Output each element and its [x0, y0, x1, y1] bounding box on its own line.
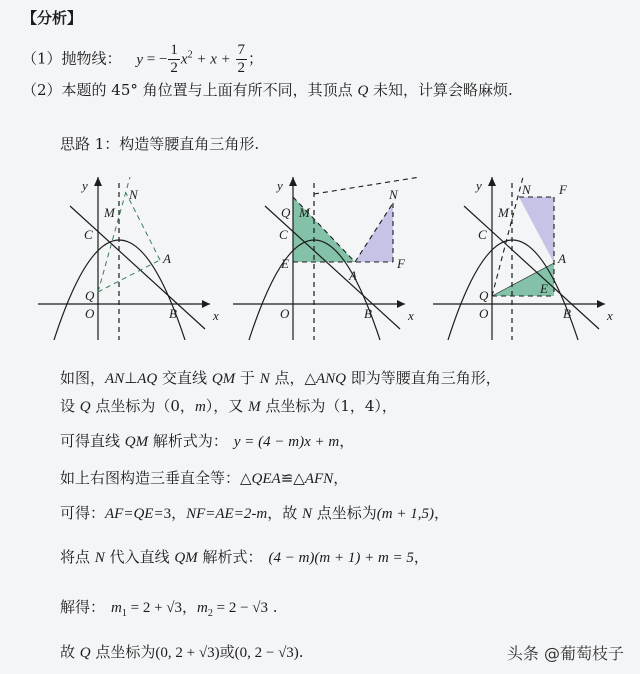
subscript: 1 — [121, 608, 127, 619]
label-N: N — [129, 187, 138, 202]
step-4 — [60, 468, 348, 489]
label-M: M — [299, 205, 310, 220]
x-arrow-icon — [597, 300, 605, 308]
diagram-2 — [225, 165, 425, 340]
step-7 — [60, 597, 278, 624]
text: ， — [182, 598, 198, 616]
var-N: N — [301, 506, 312, 522]
step-2 — [60, 396, 397, 417]
label-F: F — [397, 256, 405, 271]
step-5 — [60, 503, 449, 524]
label-Q: Q — [479, 288, 489, 303]
part1-prefix: （1）抛物线： — [22, 49, 122, 68]
label-A: A — [349, 268, 357, 283]
value: 3 — [163, 506, 172, 522]
step-8 — [60, 642, 304, 663]
text: 点，△ — [269, 369, 317, 387]
label-C: C — [279, 227, 288, 242]
text: 如图， — [60, 369, 106, 387]
text: 解得： — [60, 598, 106, 616]
var-y: y — [136, 51, 143, 68]
text: 设 — [60, 397, 80, 415]
title-text: 【分析】 — [22, 9, 83, 27]
idea-label: 思路 1：构造等腰直角三角形. — [60, 135, 260, 153]
text: 即为等腰直角三角形， — [346, 369, 501, 387]
text: ， — [171, 504, 187, 522]
var-x: x — [180, 51, 188, 68]
watermark: 头条 @葡萄枝子 — [506, 644, 624, 663]
y-arrow-icon — [289, 177, 297, 186]
text: 可得： — [60, 504, 106, 522]
label-x: x — [408, 308, 414, 323]
eq-AF-QE: AF=QE= — [105, 506, 164, 522]
coord-N: (m + 1,5) — [376, 506, 434, 522]
label-E: E — [540, 281, 548, 296]
coord-Q-1: (0, 2 + √3) — [155, 645, 220, 661]
part2-text-b: 未知，计算会略麻烦. — [368, 81, 513, 99]
var-QM: QM — [211, 371, 236, 387]
root-1: = 2 + √3 — [126, 600, 183, 616]
text: 代入直线 — [104, 548, 175, 566]
label-C: C — [478, 227, 487, 242]
var-Q: Q — [357, 83, 369, 99]
idea-line — [60, 134, 259, 154]
text: ），又 — [205, 397, 249, 415]
text: 于 — [235, 369, 260, 387]
label-N: N — [522, 182, 531, 197]
text: 或 — [219, 643, 235, 661]
text: ，故 — [267, 504, 302, 522]
label-Q: Q — [85, 288, 95, 303]
perp-symbol: ⊥ — [124, 371, 138, 387]
x-arrow-icon — [202, 300, 210, 308]
step-6 — [60, 547, 429, 568]
line-MN-dashed — [314, 177, 420, 194]
label-E: E — [281, 256, 289, 271]
formula-QM: y = (4 − m)x + m — [233, 434, 340, 450]
text: △ — [293, 469, 305, 487]
line-QA-dashed — [98, 260, 160, 292]
label-A: A — [163, 251, 171, 266]
var-AN: AN — [105, 371, 125, 387]
section-title — [22, 8, 82, 28]
fraction-one-half: $\frac{1}{2}$ — [170, 42, 178, 76]
text: 点坐标为（1，4）， — [260, 397, 397, 415]
var-m2: m — [197, 600, 208, 616]
part1-line — [22, 42, 263, 77]
var-QEA: QEA — [251, 471, 281, 487]
eq-NF-AE: NF=AE= — [186, 506, 244, 522]
text: 交直线 — [157, 369, 212, 387]
congruent-symbol: ≌ — [280, 471, 294, 487]
line-QM-dashed — [98, 177, 130, 292]
text: ， — [413, 548, 429, 566]
label-y: y — [277, 178, 283, 193]
text: . — [268, 598, 278, 616]
label-B: B — [364, 306, 372, 321]
var-N: N — [259, 371, 270, 387]
text: 可得直线 — [60, 432, 125, 450]
label-A: A — [558, 251, 566, 266]
label-N: N — [389, 187, 398, 202]
label-B: B — [169, 306, 177, 321]
text: 解析式： — [197, 548, 263, 566]
step-1 — [60, 368, 501, 389]
var-QM: QM — [124, 434, 149, 450]
text: 将点 — [60, 548, 95, 566]
formula-substitute: (4 − m)(m + 1) + m = 5 — [268, 550, 414, 566]
var-AQ: AQ — [137, 371, 158, 387]
var-M: M — [248, 399, 261, 415]
var-AFN: AFN — [304, 471, 334, 487]
var-N: N — [94, 550, 105, 566]
y-arrow-icon — [94, 177, 102, 186]
exponent: 2 — [187, 49, 193, 61]
label-x: x — [607, 308, 613, 323]
var-Q: Q — [79, 645, 91, 661]
text: 解析式为： — [148, 432, 228, 450]
label-x: x — [213, 308, 219, 323]
diagram-3 — [425, 165, 625, 340]
label-Q: Q — [281, 205, 291, 220]
label-O: O — [280, 306, 290, 321]
fraction-seven-half: $\frac{7}{2}$ — [237, 42, 245, 76]
part2-line — [22, 80, 513, 101]
part2-text-a: （2）本题的 45° 角位置与上面有所不同，其顶点 — [22, 81, 358, 99]
coord-Q-2: (0, 2 − √3) — [234, 645, 299, 661]
var-ANQ: ANQ — [316, 371, 347, 387]
label-M: M — [498, 205, 509, 220]
step-3 — [60, 431, 354, 452]
text: . — [298, 643, 304, 661]
root-2: = 2 − √3 — [212, 600, 269, 616]
text: 故 — [60, 643, 80, 661]
subscript: 2 — [207, 608, 213, 619]
y-arrow-icon — [488, 177, 496, 186]
text: 点坐标为（0， — [90, 397, 195, 415]
label-O: O — [479, 306, 489, 321]
line-AN-dashed — [126, 193, 160, 260]
var-m: m — [194, 399, 206, 415]
semicolon: ； — [248, 49, 264, 68]
label-F: F — [559, 182, 567, 197]
equals-minus: = − — [143, 51, 168, 68]
var-Q: Q — [79, 399, 91, 415]
text: ， — [433, 504, 449, 522]
x-arrow-icon — [397, 300, 405, 308]
label-y: y — [82, 178, 88, 193]
plus-x: + x + — [192, 51, 235, 68]
var-QM: QM — [174, 550, 198, 566]
text: ， — [339, 432, 355, 450]
text: ， — [333, 469, 349, 487]
label-y: y — [476, 178, 482, 193]
label-M: M — [104, 205, 115, 220]
var-m1: m — [111, 600, 122, 616]
value: 2-m — [243, 506, 268, 522]
text: 点坐标为 — [90, 643, 156, 661]
label-O: O — [85, 306, 95, 321]
text: 点坐标为 — [311, 504, 377, 522]
diagram-1 — [30, 165, 230, 340]
text: 如上右图构造三垂直全等：△ — [60, 469, 252, 487]
label-C: C — [84, 227, 93, 242]
label-B: B — [563, 306, 571, 321]
